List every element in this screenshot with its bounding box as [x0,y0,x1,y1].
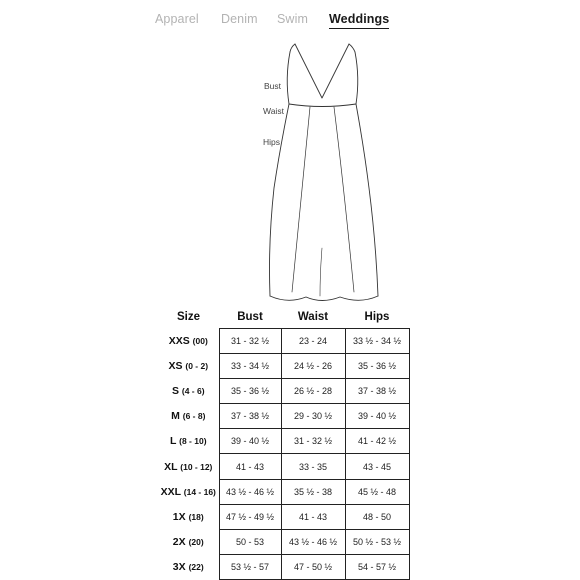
tab-denim[interactable]: Denim [221,12,258,26]
size-number: (8 - 10) [179,436,207,447]
hips-cell: 54 - 57 ½ [345,554,409,579]
waist-cell: 47 - 50 ½ [281,554,345,579]
bust-cell: 50 - 53 [219,529,281,554]
size-chart-table [158,306,410,580]
size-cell [158,529,219,554]
size-number: (22) [188,561,204,572]
size-letter: XXL [160,485,181,498]
table-row [158,379,409,404]
column-header-hips: Hips [364,311,390,323]
bust-cell: 31 - 32 ½ [219,329,281,354]
tab-weddings[interactable]: Weddings [329,12,390,26]
table-row [158,354,409,379]
table-header-row [158,306,409,329]
hips-cell: 35 - 36 ½ [345,354,409,379]
dress-seam-right [334,107,354,292]
bust-cell: 39 - 40 ½ [219,429,281,454]
size-cell [158,404,219,429]
table-row [158,504,409,529]
dress-bodice-right [355,52,358,104]
column-header-waist: Waist [297,311,329,323]
bust-cell: 33 - 34 ½ [219,354,281,379]
size-letter: 1X [172,510,186,523]
bust-cell: 41 - 43 [219,454,281,479]
size-cell [158,379,219,404]
hips-cell: 45 ½ - 48 [345,479,409,504]
size-letter: S [171,385,179,398]
dress-waist-seam [289,104,356,107]
size-letter: XXS [168,335,190,348]
size-number: (14 - 16) [183,486,216,497]
size-cell [158,354,219,379]
size-cell [158,554,219,579]
table-row [158,454,409,479]
table-row [158,329,409,354]
size-table-body [158,329,409,580]
bust-cell: 35 - 36 ½ [219,379,281,404]
size-letter: M [171,410,180,423]
hips-cell: 50 ½ - 53 ½ [345,529,409,554]
dress-fold [320,248,322,296]
waist-cell: 35 ½ - 38 [281,479,345,504]
bust-cell: 47 ½ - 49 ½ [219,504,281,529]
bust-cell: 37 - 38 ½ [219,404,281,429]
size-number: (18) [188,511,204,522]
size-letter: 3X [172,560,186,573]
hips-cell: 48 - 50 [345,504,409,529]
size-number: (10 - 12) [180,461,213,472]
dress-skirt-left [270,104,290,296]
size-number: (6 - 8) [182,411,206,422]
size-letter: 2X [172,535,186,548]
size-number: (00) [192,336,208,347]
hips-cell: 43 - 45 [345,454,409,479]
dress-skirt-right [356,104,378,296]
dress-right-strap [349,44,355,52]
waist-cell: 43 ½ - 46 ½ [281,529,345,554]
dress-seam-left [292,107,310,292]
size-cell [158,329,219,354]
bust-label: Bust [264,81,282,91]
table-row [158,529,409,554]
hips-cell: 37 - 38 ½ [345,379,409,404]
waist-cell: 26 ½ - 28 [281,379,345,404]
waist-label: Waist [263,106,284,116]
table-row [158,479,409,504]
waist-cell: 31 - 32 ½ [281,429,345,454]
waist-cell: 29 - 30 ½ [281,404,345,429]
table-row [158,429,409,454]
dress-illustration [230,38,400,310]
dress-neckline [295,44,349,98]
size-number: (0 - 2) [185,361,209,372]
tab-swim[interactable]: Swim [277,12,308,26]
waist-cell: 33 - 35 [281,454,345,479]
hips-cell: 39 - 40 ½ [345,404,409,429]
size-cell [158,454,219,479]
dress-diagram [230,38,400,310]
column-header-bust: Bust [237,311,263,323]
table-row [158,554,409,579]
bust-cell: 53 ½ - 57 [219,554,281,579]
dress-bodice-left [287,52,290,104]
size-letter: XS [168,360,183,373]
category-tabs [0,12,580,34]
waist-cell: 41 - 43 [281,504,345,529]
size-number: (20) [188,536,204,547]
waist-cell: 24 ½ - 26 [281,354,345,379]
dress-left-strap [290,44,295,52]
size-letter: XL [164,460,178,473]
hips-cell: 41 - 42 ½ [345,429,409,454]
column-header-size: Size [176,311,200,324]
size-cell [158,479,219,504]
size-number: (4 - 6) [181,386,205,397]
table-row [158,404,409,429]
dress-hem [270,296,378,301]
waist-cell: 23 - 24 [281,329,345,354]
size-cell [158,504,219,529]
bust-cell: 43 ½ - 46 ½ [219,479,281,504]
hips-label: Hips [263,137,281,147]
tab-apparel[interactable]: Apparel [155,12,199,26]
size-cell [158,429,219,454]
hips-cell: 33 ½ - 34 ½ [345,329,409,354]
size-letter: L [169,435,177,448]
